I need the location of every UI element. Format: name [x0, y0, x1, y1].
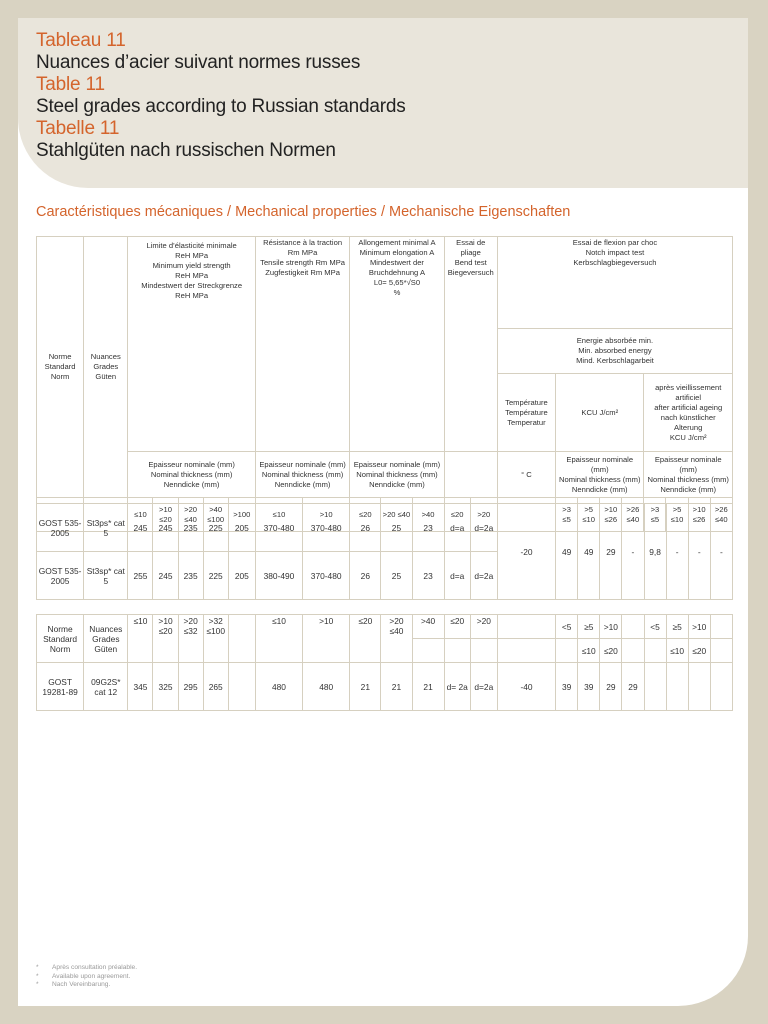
kcu-value: 29 — [600, 504, 622, 600]
page-corner — [678, 936, 748, 1006]
thickness-header-tensile: Epaisseur nominale (mm) Nominal thickness (mm) Nenndicke (mm) — [255, 452, 349, 498]
footnote: * Available upon agreement. — [36, 972, 131, 980]
range-cell: ≤10 — [255, 498, 302, 532]
range-cell: <5 — [644, 615, 666, 639]
thickness-header-yield: Epaisseur nominale (mm) Nominal thickness (mm) Nenndicke (mm) — [128, 452, 256, 498]
range-cell: >10 ≤20 — [153, 498, 178, 532]
range-cell: ≤20 — [444, 498, 470, 532]
kcu-value: 39 — [556, 663, 578, 711]
elongation-value: 21 — [412, 663, 444, 711]
title-de: Stahlgüten nach russischen Normen — [36, 140, 336, 161]
col-header-tensile: Résistance à la traction Rm MPa Tensile strength Rm MPa Zugfestigkeit Rm MPa — [255, 237, 349, 452]
range-cell: >10 ≤26 — [688, 498, 710, 532]
thickness-header-ageing: Epaisseur nominale (mm) Nominal thickness (mm) Nenndicke (mm) — [644, 452, 733, 498]
col-header-bend: Essai de pliage Bend test Biegeversuch — [444, 237, 497, 452]
bend-value: d= 2a — [444, 663, 470, 711]
elongation-value: 21 — [381, 663, 412, 711]
yield-value: 225 — [203, 552, 228, 600]
title-en: Steel grades according to Russian standards — [36, 96, 406, 117]
range-cell: ≤20 — [350, 498, 381, 532]
kcu-value: 29 — [600, 663, 622, 711]
table-row — [37, 663, 733, 711]
range-cell: >40 ≤100 — [203, 498, 228, 532]
norm-cell: GOST 535-2005 — [37, 504, 84, 552]
bend-value: d=a — [444, 552, 470, 600]
ageing-value: - — [688, 504, 710, 600]
thickness-header-elongation: Epaisseur nominale (mm) Nominal thickness (mm) Nenndicke (mm) — [350, 452, 444, 498]
range-cell: >10 — [688, 615, 710, 639]
norm-cell: GOST 535-2005 — [37, 552, 84, 600]
col-header-impact: Essai de flexion par choc Notch impact test Kerbschlagbiegeversuch — [497, 237, 732, 329]
elongation-value: 25 — [381, 552, 412, 600]
footnote: * Après consultation préalable. — [36, 964, 138, 971]
range-cell: ≤10 — [255, 615, 302, 663]
bend-value: d=2a — [470, 504, 497, 552]
range-cell: ≤10 — [128, 615, 153, 663]
range-cell: >20 ≤40 — [381, 615, 412, 663]
col-header-yield: Limite d’élasticité minimale ReH MPa Minimum yield strength ReH MPa Mindestwert der Streckgrenze ReH MPa — [128, 237, 256, 452]
yield-value: 235 — [178, 552, 203, 600]
col-header-grades: Nuances Grades Güten — [84, 615, 128, 663]
col-header-grades: Nuances Grades Güten — [84, 237, 128, 498]
elongation-value: 23 — [412, 504, 444, 552]
yield-value: 295 — [178, 663, 203, 711]
ageing-value: - — [710, 504, 732, 600]
range-cell: >26 ≤40 — [710, 498, 732, 532]
page — [18, 18, 748, 1006]
range-cell: ≥5 — [666, 615, 688, 639]
yield-value: 205 — [228, 552, 255, 600]
bend-value: d=2a — [470, 663, 497, 711]
header-table — [36, 236, 733, 532]
range-cell: >3 ≤5 — [556, 498, 578, 532]
temperature-unit: ° C — [497, 452, 555, 498]
range-cell: >10 — [303, 498, 350, 532]
kcu-value: 39 — [578, 663, 600, 711]
page-header — [18, 18, 748, 188]
tensile-value: 380-490 — [255, 552, 302, 600]
range-cell: >20 — [470, 498, 497, 532]
tensile-value: 370-480 — [255, 504, 302, 552]
yield-value: 225 — [203, 504, 228, 552]
elongation-value: 23 — [412, 552, 444, 600]
elongation-value: 26 — [350, 504, 381, 552]
temperature-value: -20 — [497, 504, 555, 600]
table-number-de: Tabelle 11 — [36, 118, 120, 139]
table-row — [37, 504, 733, 552]
grade-cell: 09G2S* cat 12 — [84, 663, 128, 711]
gost-535-table — [36, 503, 733, 600]
kcu-value: 49 — [578, 504, 600, 600]
col-header-kcu: KCU J/cm² — [556, 374, 644, 452]
yield-value: 205 — [228, 504, 255, 552]
thickness-header-kcu: Epaisseur nominale (mm) Nominal thickness (mm) Nenndicke (mm) — [556, 452, 644, 498]
range-cell: >26 ≤40 — [622, 498, 644, 532]
ageing-value: - — [666, 504, 688, 600]
thickness-header-bend — [444, 452, 497, 498]
col-header-elongation: Allongement minimal A Minimum elongation A Mindestwert der Bruchdehnung A L0= 5,65*√S0 % — [350, 237, 444, 452]
tensile-value: 480 — [303, 663, 350, 711]
col-header-temperature: Température Température Temperatur — [497, 374, 555, 452]
col-header-energy: Energie absorbée min. Min. absorbed energy Mind. Kerbschlagarbeit — [497, 329, 732, 374]
yield-value: 245 — [153, 504, 178, 552]
yield-value: 245 — [153, 552, 178, 600]
range-cell: >20 — [470, 615, 497, 639]
title-fr: Nuances d’acier suivant normes russes — [36, 52, 361, 73]
elongation-value: 25 — [381, 504, 412, 552]
yield-value: 245 — [128, 504, 153, 552]
range-cell: ≤20 — [350, 615, 381, 663]
range-cell: >20 ≤40 — [381, 498, 412, 532]
range-cell: >3 ≤5 — [644, 498, 666, 532]
col-header-norm: Norme Standard Norm — [37, 615, 84, 663]
yield-value: 255 — [128, 552, 153, 600]
footnotes — [36, 964, 137, 990]
grade-cell: St3sp* cat 5 — [84, 552, 128, 600]
table-number-fr: Tableau 11 — [36, 30, 126, 51]
range-cell: >5 ≤10 — [666, 498, 688, 532]
elongation-value: 26 — [350, 552, 381, 600]
range-cell: >5 ≤10 — [578, 498, 600, 532]
range-cell: ≤20 — [600, 639, 622, 663]
yield-value: 235 — [178, 504, 203, 552]
col-header-ageing: après vieillissement artificiel after artificial ageing nach künstlicher Alterung KCU J/cm² — [644, 374, 733, 452]
footnote: * Nach Vereinbarung. — [36, 981, 111, 989]
range-cell: >40 — [412, 615, 444, 639]
range-cell: ≤20 — [688, 639, 710, 663]
range-cell: >20 ≤32 — [178, 615, 203, 663]
yield-value: 345 — [128, 663, 153, 711]
bend-value: d=a — [444, 504, 470, 552]
range-cell: ≤20 — [444, 615, 470, 639]
range-cell: >10 — [600, 615, 622, 639]
yield-value: 325 — [153, 663, 178, 711]
kcu-value: 29 — [622, 663, 644, 711]
range-cell: >10 ≤20 — [153, 615, 178, 663]
range-cell: <5 — [556, 615, 578, 639]
yield-value: 265 — [203, 663, 228, 711]
kcu-value: - — [622, 504, 644, 600]
tensile-value: 480 — [255, 663, 302, 711]
range-cell: ≤10 — [128, 498, 153, 532]
range-cell: >40 — [412, 498, 444, 532]
temperature-value: -40 — [497, 663, 555, 711]
ageing-value: 9,8 — [644, 504, 666, 600]
kcu-value: 49 — [556, 504, 578, 600]
gost-19281-table — [36, 614, 733, 711]
range-cell: >32 ≤100 — [203, 615, 228, 663]
col-header-norm: Norme Standard Norm — [37, 237, 84, 498]
range-cell: >10 ≤26 — [600, 498, 622, 532]
tensile-value: 370-480 — [303, 552, 350, 600]
range-cell: >20 ≤40 — [178, 498, 203, 532]
table-number-en: Table 11 — [36, 74, 105, 95]
elongation-value: 21 — [350, 663, 381, 711]
tensile-value: 370-480 — [303, 504, 350, 552]
range-cell: ≥5 — [578, 615, 600, 639]
range-cell: >10 — [303, 615, 350, 663]
range-cell: >100 — [228, 498, 255, 532]
norm-cell: GOST 19281-89 — [37, 663, 84, 711]
bend-value: d=2a — [470, 552, 497, 600]
range-cell: ≤10 — [666, 639, 688, 663]
section-title: Caractéristiques mécaniques / Mechanical properties / Mechanische Eigenschaften — [36, 204, 571, 220]
grade-cell: St3ps* cat 5 — [84, 504, 128, 552]
range-cell: ≤10 — [578, 639, 600, 663]
